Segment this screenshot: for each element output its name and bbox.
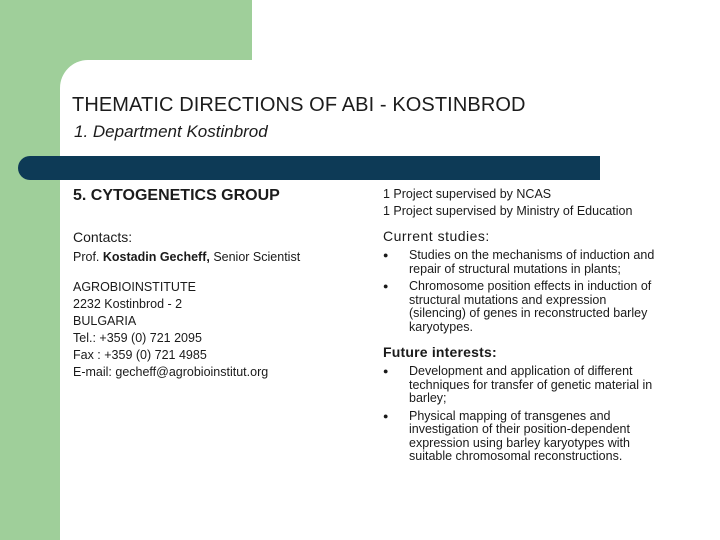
current-studies-list [383,249,683,334]
bullet-icon: ● [383,366,389,376]
address-line-postal: 2232 Kostinbrod - 2 [73,297,183,311]
contact-column [73,187,363,381]
contact-person [73,250,363,264]
list-item-text: Physical mapping of transgenes and investigation of their position-dependent expression using barley karyotypes with suitable chromosomal reconstructions. [409,408,630,463]
list-item [383,280,664,334]
page-subtitle: 1. Department Kostinbrod [74,122,268,141]
person-role: Senior Scientist [209,250,301,264]
list-item [383,249,664,276]
future-interests-heading: Future interests: [383,344,497,360]
list-item [383,365,664,406]
person-prefix: Prof. [73,250,103,264]
person-name: Kostadin Gecheff, [102,250,210,264]
header-divider-bar [18,156,600,180]
address-block [73,279,363,381]
address-line-email: E-mail: gecheff@agrobioinstitut.org [73,365,269,379]
address-line-tel: Tel.: +359 (0) 721 2095 [73,331,202,345]
list-item-text: Chromosome position effects in induction of structural mutations and expression (silencing) of genes in reconstructed barley karyotypes. [409,279,652,334]
page-title: THEMATIC DIRECTIONS OF ABI - KOSTINBROD [72,94,526,116]
future-interests-list [383,365,683,464]
research-column [383,186,683,468]
address-line-institute: AGROBIOINSTITUTE [73,280,196,294]
address-line-fax: Fax : +359 (0) 721 4985 [73,348,207,362]
address-line-country: BULGARIA [73,314,137,328]
bullet-icon: ● [383,281,389,291]
list-item [383,410,664,464]
bullet-icon: ● [383,410,389,421]
group-title: 5. CYTOGENETICS GROUP [73,187,280,204]
list-item-text: Development and application of different techniques for transfer of genetic material in barley; [409,364,653,405]
contacts-label: Contacts: [73,229,133,245]
current-studies-heading: Current studies: [383,228,490,244]
project-line-ncas: 1 Project supervised by NCAS [383,187,552,201]
project-line-ministry: 1 Project supervised by Ministry of Education [383,204,633,218]
list-item-text: Studies on the mechanisms of induction and repair of structural mutations in plants; [409,248,655,276]
green-left-strip [0,0,60,540]
bullet-icon: ● [383,250,389,260]
